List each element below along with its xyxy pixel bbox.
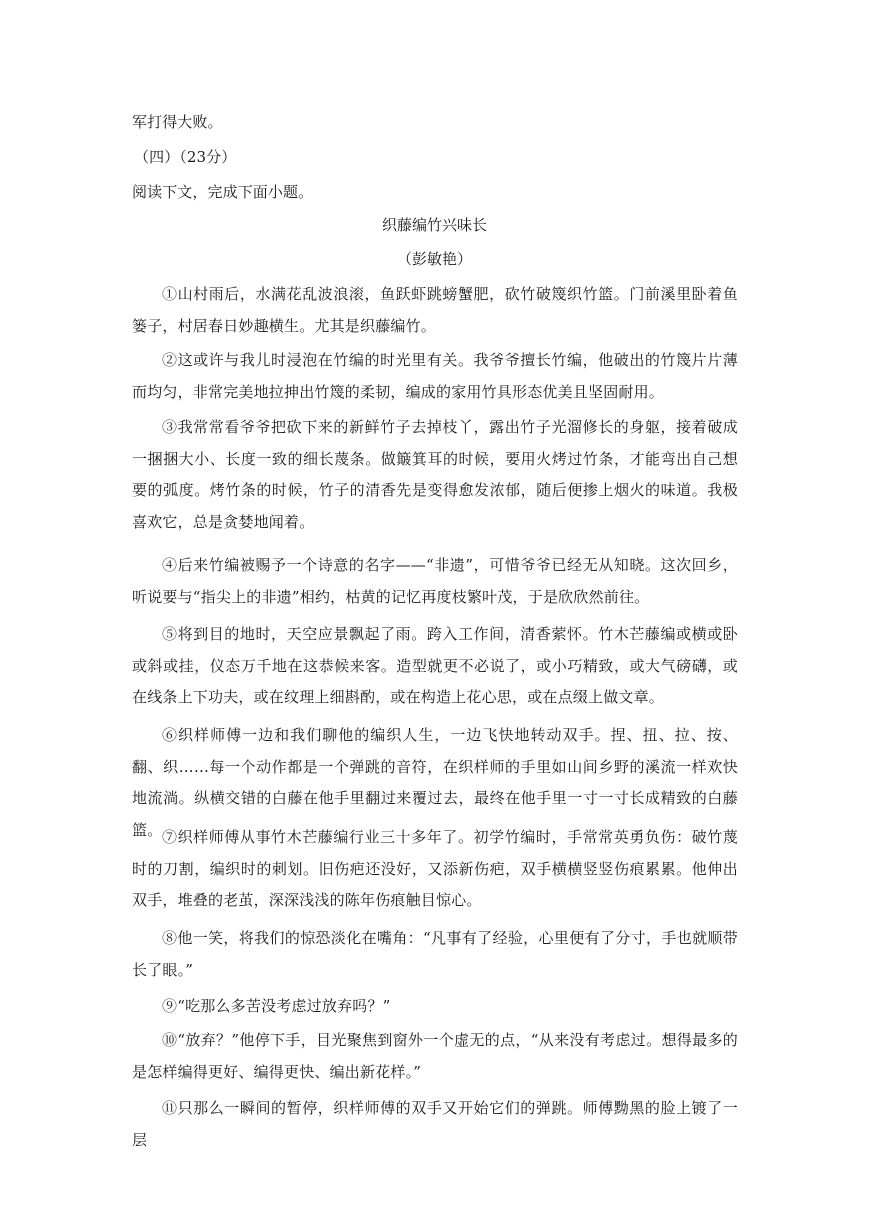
paragraph-11: ⑪只那么一瞬间的暂停，织样师傅的双手又开始它们的弹跳。师傅黝黑的脸上镀了一层 — [132, 1099, 738, 1149]
section-heading: （四）（23分） — [134, 148, 237, 166]
paragraph-4: ④后来竹编被赐予一个诗意的名字——“非遗”，可惜爷爷已经无从知晓。这次回乡，听说要与“指尖上的非遗”相约，枯黄的记忆再度枝繁叶茂，于是欣欣然前往。 — [132, 556, 738, 606]
paragraph-9: ⑨“吃那么多苦没考虑过放弃吗？” — [162, 997, 391, 1015]
continuation-text: 军打得大败。 — [132, 113, 223, 131]
paragraph-8: ⑧他一笑，将我们的惊恐淡化在嘴角：“凡事有了经验，心里便有了分寸，手也就顺带长了眼。” — [132, 929, 738, 979]
paragraph-5: ⑤将到目的地时，天空应景飘起了雨。跨入工作间，清香萦怀。竹木芒藤编或横或卧或斜或挂，仪态万千地在这恭候来客。造型就更不必说了，或小巧精致，或大气磅礴，或在线条上下功夫，或在纹理上细斟酌，或在构造上花心思，或在点缀上做文章。 — [132, 625, 738, 707]
paragraph-3: ③我常常看爷爷把砍下来的新鲜竹子去掉枝丫，露出竹子光溜修长的身躯，接着破成一捆捆大小、长度一致的细长蔑条。做簸箕耳的时候，要用火烤过竹条，才能弯出自己想要的弧度。烤竹条的时候，竹子的清香先是变得愈发浓郁，随后便掺上烟火的味道。我极喜欢它，总是贪婪地闻着。 — [132, 418, 738, 531]
reading-instruction: 阅读下文，完成下面小题。 — [132, 183, 314, 201]
paragraph-10: ⑩“放弃？”他停下手，目光聚焦到窗外一个虚无的点，“从来没有考虑过。想得最多的是怎样编得更好、编得更快、编出新花样。” — [132, 1031, 738, 1081]
paragraph-1: ①山村雨后，水满花乱波浪滚，鱼跃虾跳螃蟹肥，砍竹破篾织竹篮。门前溪里卧着鱼篓子，村居春日妙趣横生。尤其是织藤编竹。 — [132, 285, 738, 335]
paragraph-2: ②这或许与我儿时浸泡在竹编的时光里有关。我爷爷擅长竹编，他破出的竹篾片片薄而均匀，非常完美地拉抻出竹篾的柔韧，编成的家用竹具形态优美且坚固耐用。 — [132, 351, 738, 401]
article-title: 织藤编竹兴味长 — [381, 216, 487, 234]
paragraph-7: ⑦织样师傅从事竹木芒藤编行业三十多年了。初学竹编时，手常常英勇负伤：破竹蔑时的刀割，编织时的刺划。旧伤疤还没好，又添新伤疤，双手横横竖竖伤痕累累。他伸出双手，堆叠的老茧，深深浅浅的陈年伤痕触目惊心。 — [132, 828, 738, 910]
article-author: （彭敏艳） — [396, 250, 472, 268]
paragraph-6: ⑥织样师傅一边和我们聊他的编织人生，一边飞快地转动双手。捏、扭、拉、按、翻、织……每一个动作都是一个弹跳的音符，在织样师的手里如山间乡野的溪流一样欢快地流淌。纵横交错的白藤在他手里翻过来覆过去，最终在他手里一寸一寸长成精致的白藤篮。 — [132, 726, 738, 839]
